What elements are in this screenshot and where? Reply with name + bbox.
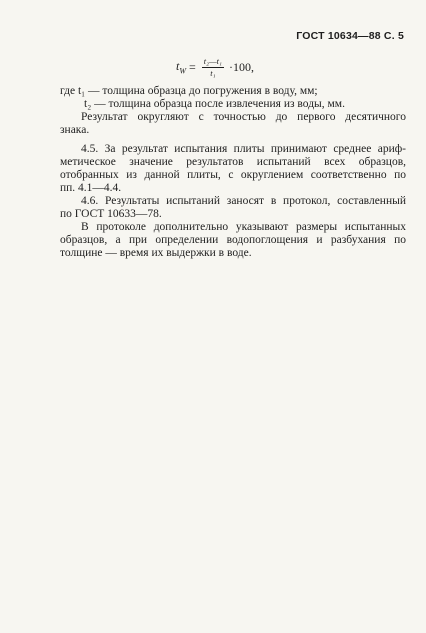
formula-numerator: t₂—t₁ <box>203 56 222 66</box>
text-line: толщине — время их выдержки в воде. <box>60 247 252 259</box>
text-line: 4.6. Результаты испытаний заносят в протокол, составленный <box>81 195 406 207</box>
text-line: t₂ — толщина образца после извлечения из воды, мм. <box>84 98 345 110</box>
formula-denominator: t₁ <box>210 68 216 78</box>
text-line: В протоколе дополнительно указывают размеры испытанных <box>81 221 406 233</box>
formula-lhs: $t_W$ <box>176 59 187 76</box>
text-line: по ГОСТ 10633—78. <box>60 208 162 220</box>
text-line: где t₁ — толщина образца до погружения в воду, мм; <box>60 85 318 97</box>
text-line: пп. 4.1—4.4. <box>60 182 122 194</box>
text-line: знака. <box>60 124 90 136</box>
text-line: метическое значение результатов испытаний всех образцов, <box>60 156 406 168</box>
text-line: образцов, а при определении водопоглощения и разбухания по <box>60 234 406 246</box>
text-line: отобранных из данной плиты, с округлением соответственно по <box>60 169 406 181</box>
formula-fraction <box>202 57 224 78</box>
text-line: Результат округляют с точностью до первого десятичного <box>81 111 406 123</box>
formula: $t_W$ = $\frac{\text{t₂—t₁}}{\text{t₁}}$ ·100, <box>176 56 254 78</box>
formula-tail: ·100, <box>229 60 254 74</box>
text-line: 4.5. За результат испытания плиты принимают среднее ариф- <box>81 143 406 155</box>
page-header: ГОСТ 10634—88 С. 5 <box>296 30 404 42</box>
